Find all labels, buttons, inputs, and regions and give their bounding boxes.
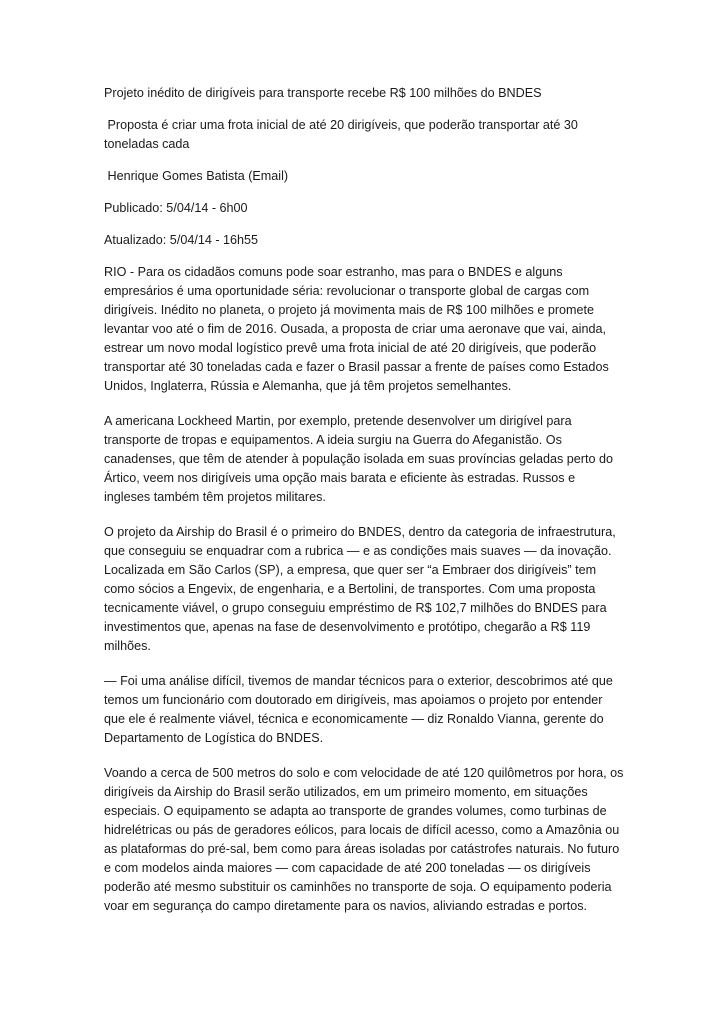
quote-paragraph: — Foi uma análise difícil, tivemos de mandar técnicos para o exterior, descobrimos até que temos um funcionário com doutorado em dirigíveis, mas apoiamos o projeto por entender que ele é realmente viável, técnica e economicamente — diz Ronaldo Vianna, gerente do Departamento de Logística do BNDES.: [104, 674, 613, 745]
body-paragraph: Voando a cerca de 500 metros do solo e com velocidade de até 120 quilômetros por hora, os dirigíveis da Airship do Brasil serão utilizados, em um primeiro momento, em situações especiais. O equipamento se adapta ao transporte de grandes volumes, como turbinas de hidrelétricas ou pás de geradores eólicos, para locais de difícil acesso, como a Amazônia ou as plataformas do pré-sal, bem como para áreas isoladas por catástrofes naturais. No futuro e com modelos ainda maiores — com capacidade de até 200 toneladas — os dirigíveis poderão até mesmo substituir os caminhões no transporte de soja. O equipamento poderia voar em segurança do campo diretamente para os navios, aliviando estradas e portos.: [104, 766, 624, 913]
body-paragraph: RIO - Para os cidadãos comuns pode soar estranho, mas para o BNDES e alguns empresários é uma oportunidade séria: revolucionar o transporte global de cargas com dirigíveis. Inédito no planeta, o projeto já movimenta mais de R$ 100 milhões e promete levantar voo até o fim de 2016. Ousada, a proposta de criar uma aeronave que vai, ainda, estrear um novo modal logístico prevê uma frota inicial de até 20 dirigíveis, que poderão transportar até 30 toneladas cada e fazer o Brasil passar a frente de países como Estados Unidos, Inglaterra, Rússia e Alemanha, que já têm projetos semelhantes.: [104, 265, 609, 393]
body-paragraph: A americana Lockheed Martin, por exemplo, pretende desenvolver um dirigível para transporte de tropas e equipamentos. A ideia surgiu na Guerra do Afeganistão. Os canadenses, que têm de atender à população isolada em suas províncias geladas perto do Ártico, veem nos dirigíveis uma opção mais barata e eficiente às estradas. Russos e ingleses também têm projetos militares.: [104, 414, 613, 504]
body-paragraph: O projeto da Airship do Brasil é o primeiro do BNDES, dentro da categoria de infraestrutura, que conseguiu se enquadrar com a rubrica — e as condições mais suaves — da inovação. Localizada em São Carlos (SP), a empresa, que quer ser “a Embraer dos dirigíveis” tem como sócios a Engevix, de engenharia, e a Bertolini, de transportes. Com uma proposta tecnicamente viável, o grupo conseguiu empréstimo de R$ 102,7 milhões do BNDES para investimentos que, apenas na fase de desenvolvimento e protótipo, chegarão a R$ 119 milhões.: [104, 525, 616, 653]
published-date: Publicado: 5/04/14 - 6h00: [104, 201, 248, 215]
updated-date: Atualizado: 5/04/14 - 16h55: [104, 233, 259, 247]
article-author: Henrique Gomes Batista (Email): [104, 169, 289, 183]
article-title: Projeto inédito de dirigíveis para transporte recebe R$ 100 milhões do BNDES: [104, 86, 542, 100]
article-subtitle: Proposta é criar uma frota inicial de até 20 dirigíveis, que poderão transportar até 30 toneladas cada: [104, 118, 582, 151]
article-content: [104, 84, 624, 932]
